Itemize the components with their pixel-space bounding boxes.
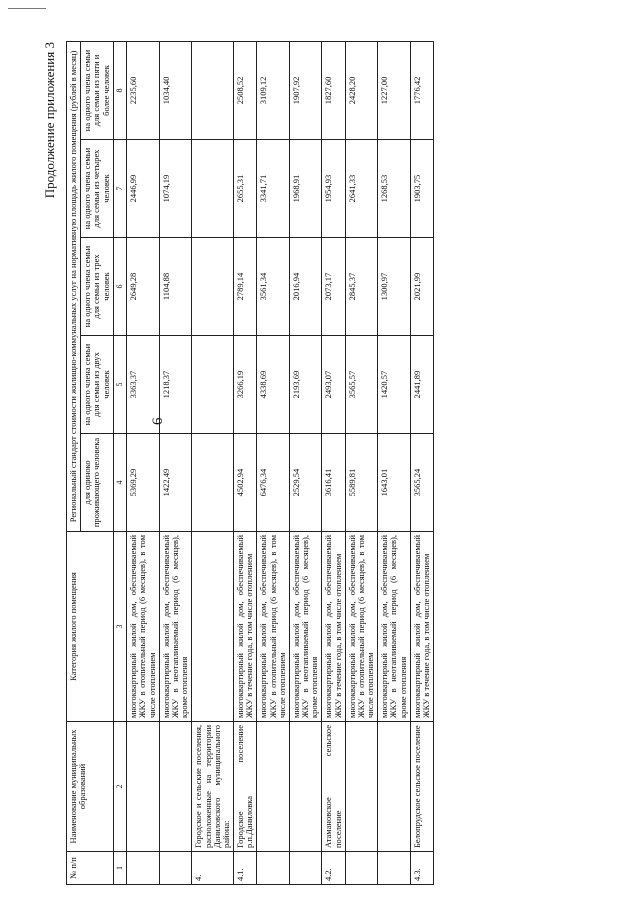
value-two: 3565,57 [345, 336, 378, 434]
value-five-plus: 2428,20 [345, 41, 378, 139]
municipality-name [127, 722, 160, 852]
value-single: 3565,24 [410, 434, 433, 532]
value-two: 4338,69 [257, 336, 290, 434]
header-row-1 [67, 41, 81, 884]
value-two: 2441,89 [410, 336, 433, 434]
value-single: 2529,54 [289, 434, 322, 532]
col-number: 3 [113, 532, 127, 722]
value-four: 3341,71 [257, 140, 290, 238]
value-single: 3616,41 [322, 434, 345, 532]
housing-category: многоквартирный жилой дом, обеспечиваемый ЖКУ в течение года, в том числе отоплением [322, 532, 345, 722]
housing-category [192, 532, 234, 722]
housing-category: многоквартирный жилой дом, обеспечиваемый ЖКУ в течение года, в том числе отоплением [410, 532, 433, 722]
value-single: 1422,49 [159, 434, 192, 532]
value-four: 1074,19 [159, 140, 192, 238]
value-five-plus [192, 41, 234, 139]
value-four: 1268,53 [378, 140, 411, 238]
header-col-category: Категория жилого помещения [67, 532, 114, 722]
value-four: 1968,91 [289, 140, 322, 238]
col-number: 1 [113, 852, 127, 885]
rotated-sheet [42, 42, 602, 885]
municipality-name [378, 722, 411, 852]
housing-category: многоквартирный жилой дом, обеспечиваемый ЖКУ в неотапливаемый период (6 месяцев), кроме отопления [289, 532, 322, 722]
col-number: 8 [113, 41, 127, 139]
municipality-name: Городское и сельские поселения, расположенные на территории Даниловского муниципального района: [192, 722, 234, 852]
header-sub-2: на одного члена семьи для семьи из двух человек [81, 336, 114, 434]
value-two: 3363,37 [127, 336, 160, 434]
value-five-plus: 2508,52 [234, 41, 257, 139]
col-number: 4 [113, 434, 127, 532]
housing-category: многоквартирный жилой дом, обеспечиваемый ЖКУ в отопительный период (6 месяцев), в том числе отоплением [257, 532, 290, 722]
table-row [234, 41, 257, 884]
value-three: 2073,17 [322, 238, 345, 336]
row-number [257, 852, 290, 885]
value-two [192, 336, 234, 434]
row-number [159, 852, 192, 885]
housing-category: многоквартирный жилой дом, обеспечиваемый ЖКУ в отопительный период (6 месяцев), в том числе отоплением [345, 532, 378, 722]
value-single: 4502,94 [234, 434, 257, 532]
standards-table [66, 41, 434, 885]
value-single: 6476,34 [257, 434, 290, 532]
col-number: 5 [113, 336, 127, 434]
row-number: 4.3. [410, 852, 433, 885]
row-number [289, 852, 322, 885]
value-two: 1218,37 [159, 336, 192, 434]
municipality-name: Белопрудское сельское поселение [410, 722, 433, 852]
value-three: 2845,37 [345, 238, 378, 336]
value-three: 1104,88 [159, 238, 192, 336]
municipality-name: Атамановское сельское поселение [322, 722, 345, 852]
value-five-plus: 3109,12 [257, 41, 290, 139]
value-four: 2655,31 [234, 140, 257, 238]
col-number: 6 [113, 238, 127, 336]
header-col-name: Наименование муниципальных образований [67, 722, 114, 852]
value-five-plus: 1827,60 [322, 41, 345, 139]
row-number: 4. [192, 852, 234, 885]
value-single [192, 434, 234, 532]
col-number: 2 [113, 722, 127, 852]
value-five-plus: 1776,42 [410, 41, 433, 139]
value-two: 2193,69 [289, 336, 322, 434]
value-five-plus: 1034,40 [159, 41, 192, 139]
value-four: 2446,99 [127, 140, 160, 238]
value-four: 2641,33 [345, 140, 378, 238]
value-single: 5589,81 [345, 434, 378, 532]
header-sub-3: на одного члена семьи для семьи из трех человек [81, 238, 114, 336]
value-four: 1903,75 [410, 140, 433, 238]
value-three: 2649,28 [127, 238, 160, 336]
table-row [322, 41, 345, 884]
row-number: 4.2. [322, 852, 345, 885]
page-number: 6 [150, 417, 166, 425]
header-col-standard: Региональный стандарт стоимости жилищно-коммунальных услуг на нормативную площадь жилого помещения (рублей в месяц) [67, 41, 81, 531]
header-sub-1: для одиноко проживающего человека [81, 434, 114, 532]
scan-edge-mark [8, 8, 46, 10]
value-three: 2016,94 [289, 238, 322, 336]
header-col-num: № п/п [67, 852, 114, 885]
table-row [192, 41, 234, 884]
header-sub-4: на одного члена семьи для семьи из четырех человек [81, 140, 114, 238]
municipality-name [289, 722, 322, 852]
value-three: 2021,99 [410, 238, 433, 336]
value-three: 2789,14 [234, 238, 257, 336]
value-five-plus: 2235,60 [127, 41, 160, 139]
col-number: 7 [113, 140, 127, 238]
housing-category: многоквартирный жилой дом, обеспечиваемый ЖКУ в неотапливаемый период (6 месяцев), кроме отопления [378, 532, 411, 722]
row-number [378, 852, 411, 885]
value-five-plus: 1907,92 [289, 41, 322, 139]
municipality-name: Городское поселение р.п.Даниловка [234, 722, 257, 852]
housing-category: многоквартирный жилой дом, обеспечиваемый ЖКУ в течение года, в том числе отоплением [234, 532, 257, 722]
municipality-name [159, 722, 192, 852]
column-number-row [113, 41, 127, 884]
value-three: 3561,34 [257, 238, 290, 336]
municipality-name [345, 722, 378, 852]
value-two: 1420,57 [378, 336, 411, 434]
value-single: 1643,01 [378, 434, 411, 532]
value-single: 5369,29 [127, 434, 160, 532]
row-number [345, 852, 378, 885]
value-two: 2493,07 [322, 336, 345, 434]
table-row [159, 41, 192, 884]
header-sub-5: на одного члена семьи для семьи из пяти и более человек [81, 41, 114, 139]
table-row [257, 41, 290, 884]
row-number [127, 852, 160, 885]
appendix-title: Продолжение приложения 3 [42, 42, 57, 199]
value-five-plus: 1227,00 [378, 41, 411, 139]
table-row [289, 41, 322, 884]
value-four: 1954,93 [322, 140, 345, 238]
value-two: 3266,19 [234, 336, 257, 434]
value-four [192, 140, 234, 238]
row-number: 4.1. [234, 852, 257, 885]
table-row [410, 41, 433, 884]
table-row [345, 41, 378, 884]
table-row [378, 41, 411, 884]
housing-category: многоквартирный жилой дом, обеспечиваемый ЖКУ в отопительный период (6 месяцев), в том числе отоплением [127, 532, 160, 722]
housing-category: многоквартирный жилой дом, обеспечиваемый ЖКУ в неотапливаемый период (6 месяцев), кроме отопления [159, 532, 192, 722]
value-three: 1300,97 [378, 238, 411, 336]
value-three [192, 238, 234, 336]
municipality-name [257, 722, 290, 852]
table-row [127, 41, 160, 884]
